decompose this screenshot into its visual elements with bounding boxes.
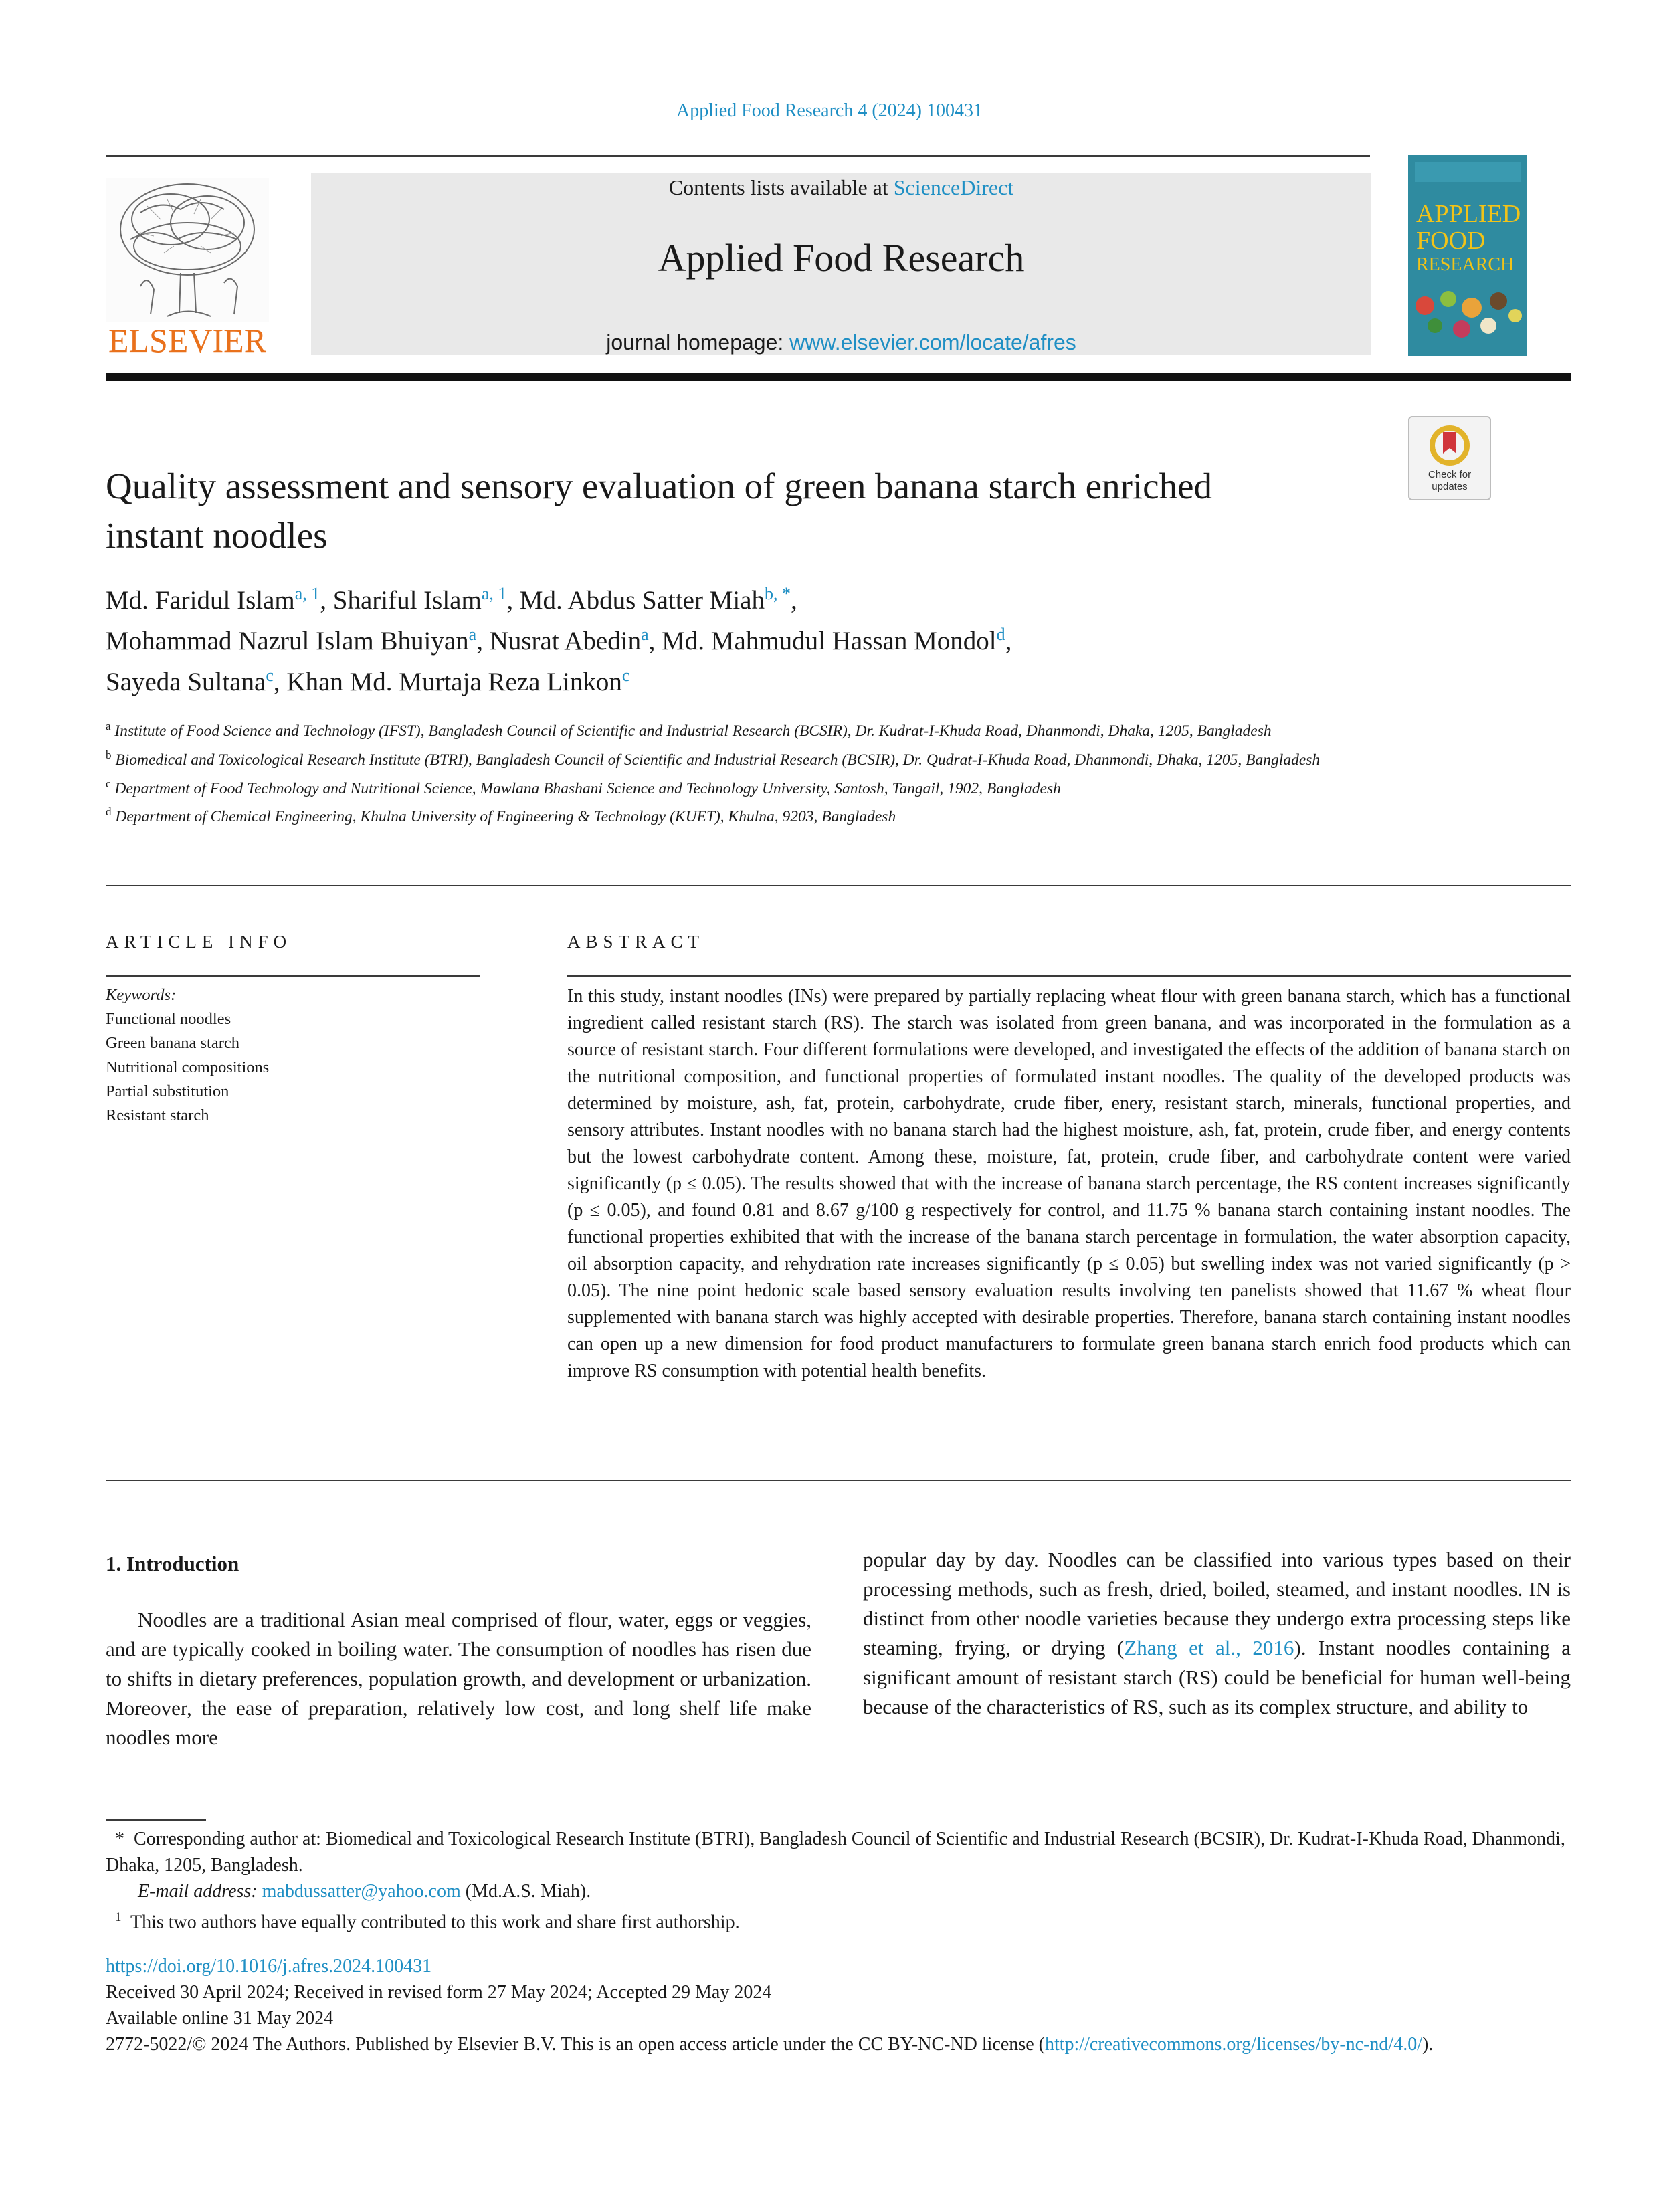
section-heading-introduction: 1. Introduction [106,1552,239,1575]
check-for-updates-button[interactable] [1408,416,1491,500]
author-name[interactable]: Md. Faridul Islam [106,586,295,615]
homepage-prefix: journal homepage: [606,330,790,355]
title-line-1: Quality assessment and sensory evaluation of green banana starch enriched [106,466,1213,506]
author-line-1: Md. Faridul Islam$^{a, 1}$, Shariful Islam$^{a, 1}$, Md. Abdus Satter Miah$^{b, *}$, [106,584,797,615]
running-head[interactable]: Applied Food Research 4 (2024) 100431 [676,100,983,121]
corresponding-author-note: * Corresponding author at: Biomedical and Toxicological Research Institute (BTRI), Bangladesh Council of Scientific and Industrial Research (BCSIR), Dr. Kudrat-I-Khuda Road, Dhanmondi, Dhaka, 1205, Bangladesh. [106,1829,1565,1876]
keyword-item: Resistant starch [106,1106,209,1124]
footnotes [106,1826,1571,1935]
author-name[interactable]: Mohammad Nazrul Islam Bhuiyan [106,627,469,656]
keywords-block [106,983,480,1128]
check-updates-line1: Check for [1428,469,1472,480]
license-line: 2772-5022/© 2024 The Authors. Published by Elsevier B.V. This is an open access article under the CC BY-NC-ND license (http://creativecommons.org/licenses/by-nc-nd/4.0/). [106,2034,1434,2055]
keywords-label: Keywords: [106,986,177,1004]
check-updates-line2: updates [1432,481,1468,492]
cover-title-line2: FOOD [1416,227,1486,255]
abstract-heading: ABSTRACT [567,932,705,952]
article-title [106,462,1377,561]
affiliation-item: $^a$ Institute of Food Science and Technology (IFST), Bangladesh Council of Scientific and Industrial Research (BCSIR), Dr. Kudrat-I-Khuda Road, Dhanmondi, Dhaka, 1205, Bangladesh [106,720,1272,740]
author-name[interactable]: Md. Abdus Satter Miah [519,586,765,615]
sciencedirect-link[interactable]: ScienceDirect [893,175,1014,199]
elsevier-wordmark: ELSEVIER [108,322,267,359]
author-affil-mark[interactable]: c [266,666,274,685]
equal-contribution-note: $^1$ This two authors have equally contributed to this work and share first authorship. [115,1910,740,1933]
contents-prefix: Contents lists available at [668,175,894,199]
affiliation-item: $^c$ Department of Food Technology and Nutritional Science, Mawlana Bhashani Science and Technology University, Santosh, Tangail, 1902, Bangladesh [106,777,1061,797]
email-link[interactable]: mabdussatter@yahoo.com [262,1881,461,1902]
elsevier-logo [100,173,274,360]
cover-title-line1: APPLIED [1416,200,1521,228]
journal-name: Applied Food Research [658,236,1025,280]
author-affil-mark[interactable]: a, 1 [481,584,507,603]
author-affil-mark[interactable]: a, 1 [294,584,320,603]
author-affil-mark[interactable]: a [641,625,649,644]
article-info-rule [106,975,480,977]
author-name[interactable]: Khan Md. Murtaja Reza Linkon [286,668,622,696]
author-affil-mark[interactable]: c [621,666,630,685]
article-history: Received 30 April 2024; Received in revised form 27 May 2024; Accepted 29 May 2024 [106,1982,772,2003]
author-affil-mark[interactable]: d [996,625,1005,644]
author-affil-mark[interactable]: b, * [765,584,791,603]
homepage-line [311,330,1371,355]
masthead-bottom-rule [106,373,1571,381]
author-name[interactable]: Nusrat Abedin [489,627,642,656]
affiliation-item: $^d$ Department of Chemical Engineering, Khulna University of Engineering & Technology (KUET), Khulna, 9203, Bangladesh [106,805,896,826]
affiliations [106,714,1370,829]
license-link[interactable]: http://creativecommons.org/licenses/by-nc-nd/4.0/ [1044,2034,1422,2055]
author-list [106,577,1571,699]
intro-paragraph-left: Noodles are a traditional Asian meal comprised of flour, water, eggs or veggies, and are typically cooked in boiling water. The consumption of noodles has risen due to shifts in dietary preferences, population growth, and development or urbanization. Moreover, the ease of preparation, relatively low cost, and long shelf life make noodles more [106,1608,811,1749]
affiliation-item: $^b$ Biomedical and Toxicological Research Institute (BTRI), Bangladesh Council of Scientific and Industrial Research (BCSIR), Dr. Qudrat-I-Khuda Road, Dhanmondi, Dhaka, 1205, Bangladesh [106,748,1321,769]
abstract-body: In this study, instant noodles (INs) were prepared by partially replacing wheat flour with green banana starch, which has a functional ingredient called resistant starch (RS). The starch was isolated from green banana, and was incorporated in the formulation as a source of resistant starch. Four different formulations were developed, and investigated the effects of the addition of banana starch on the nutritional composition, and functional properties of formulated instant noodles. The quality of the developed products was determined by moisture, ash, fat, protein, carbohydrate, crude fiber, enery, resistant starch, minerals, functional properties, and sensory attributes. Instant noodles with no banana starch had the highest moisture, ash, fat, protein, crude fiber, and energy contents but the lowest carbohydrate content. Among these, moisture, fat, protein, crude fiber, and carbohydrate content were varied significantly (p ≤ 0.05). The results showed that with the increase of banana starch percentage, the RS content increases significantly (p ≤ 0.05), and found 0.81 and 8.67 g/100 g respectively for control, and 11.75 % banana starch containing instant noodles. The functional properties exhibited that with the increase of the banana starch percentage in formulation, the water absorption capacity, oil absorption capacity, and rehydration rate increases significantly (p ≤ 0.05) but swelling index was not varied significantly (p > 0.05). The nine point hedonic scale based sensory evaluation results involving ten panelists showed that 11.67 % wheat flour supplemented with banana starch was highly accepted with desirable properties. Therefore, banana starch containing instant noodles can open up a new dimension for food product manufacturers to formulate green banana starch enrich food products which can improve RS consumption with potential health benefits. [567,986,1571,1381]
keyword-item: Green banana starch [106,1034,239,1052]
author-name[interactable]: Shariful Islam [332,586,482,615]
available-online: Available online 31 May 2024 [106,2008,334,2029]
affiliation-rule [106,885,1571,886]
publication-info [106,1953,1571,2057]
footnote-rule [106,1819,206,1821]
keyword-item: Nutritional compositions [106,1058,270,1076]
title-line-2: instant noodles [106,515,328,556]
homepage-link[interactable]: www.elsevier.com/locate/afres [789,330,1076,355]
keyword-item: Functional noodles [106,1010,231,1028]
author-name[interactable]: Md. Mahmudul Hassan Mondol [662,627,997,656]
contents-line [311,175,1371,200]
journal-cover [1408,155,1527,356]
author-line-3: Sayeda Sultana$^c$, Khan Md. Murtaja Reza Linkon$^c$ [106,666,630,696]
email-note: E-mail address: mabdussatter@yahoo.com (Md.A.S. Miah). [138,1881,591,1902]
abstract-rule [567,975,1571,977]
cover-title-line3: RESEARCH [1416,254,1515,275]
author-name[interactable]: Sayeda Sultana [106,668,266,696]
article-info-heading: ARTICLE INFO [106,932,292,952]
elsevier-tree-icon [100,173,274,360]
citation-link[interactable]: Zhang et al., 2016 [1124,1636,1294,1660]
abstract-bottom-rule [106,1480,1571,1481]
keyword-item: Partial substitution [106,1082,229,1100]
header-rule [106,155,1370,157]
author-affil-mark[interactable]: a [468,625,477,644]
doi-link[interactable]: https://doi.org/10.1016/j.afres.2024.100431 [106,1956,432,1977]
author-line-2: Mohammad Nazrul Islam Bhuiyan$^a$, Nusrat Abedin$^a$, Md. Mahmudul Hassan Mondol$^d$, [106,625,1012,656]
intro-paragraph-right: popular day by day. Noodles can be classified into various types based on their processing methods, such as fresh, dried, boiled, steamed, and instant noodles. IN is distinct from other noodle varieties because they undergo extra processing steps like steaming, frying, or drying (Zhang et al., 2016). Instant noodles containing a significant amount of resistant starch (RS) could be beneficial for human well-being because of the characteristics of RS, such as its complex structure, and ability to [863,1548,1571,1718]
